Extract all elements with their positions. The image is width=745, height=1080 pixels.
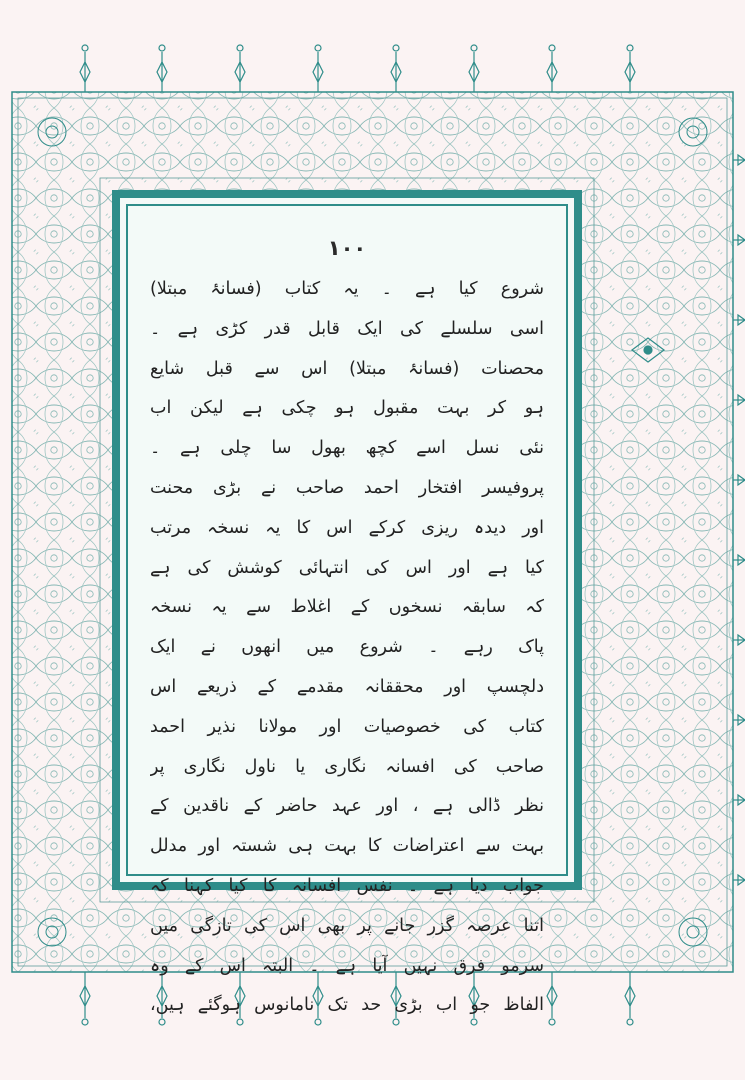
text-line: نظر ڈالی ہے ، اور عہد حاضر کے ناقدین کے (150, 796, 544, 817)
text-line: نئی نسل اسے کچھ بھول سا چلی ہے ۔ (150, 438, 544, 459)
text-line: کیا ہے اور اس کی انتہائی کوشش کی ہے (150, 557, 544, 578)
text-line: اسی سلسلے کی ایک قابل قدر کڑی ہے ۔ (150, 318, 544, 339)
text-line: جواب دیا ہے ۔ نفس افسانہ کا کیا کہنا کہ (150, 875, 544, 896)
text-line: شروع کیا ہے ۔ یہ کتاب (فسانۂ مبتلا) (150, 279, 544, 299)
text-body (150, 270, 544, 1026)
text-line: سرمو فرق نہیں آیا ہے ۔ البتہ اس کے وہ (150, 955, 544, 976)
text-line: کہ سابقہ نسخوں کے اغلاط سے یہ نسخہ (150, 597, 544, 618)
text-line: محصنات (فسانۂ مبتلا) اس سے قبل شایع (150, 358, 544, 379)
text-line: پاک رہے ۔ شروع میں انھوں نے ایک (150, 637, 544, 658)
page-number: ١٠٠ (327, 236, 367, 260)
text-line: دلچسپ اور محققانہ مقدمے کے ذریعے اس (150, 676, 544, 697)
text-line: بہت سے اعتراضات کا بہت ہی شستہ اور مدلل (150, 836, 544, 857)
text-line: اتنا عرصہ گزر جانے پر بھی اس کی تازگی میں (150, 915, 544, 936)
text-line: کتاب کی خصوصیات اور مولانا نذیر احمد (150, 716, 544, 737)
text-line: اور دیدہ ریزی کرکے اس کا یہ نسخہ مرتب (150, 517, 544, 538)
text-panel-inner (126, 204, 568, 1016)
text-panel (112, 190, 582, 1016)
text-line: پروفیسر افتخار احمد صاحب نے بڑی محنت (150, 477, 544, 498)
text-line: ہو کر بہت مقبول ہو چکی ہے لیکن اب (150, 398, 544, 419)
text-line: الفاظ جو اب بڑی حد تک نامانوس ہوگئے ہیں، (150, 995, 544, 1016)
text-line: صاحب کی افسانہ نگاری یا ناول نگاری پر (150, 756, 544, 777)
